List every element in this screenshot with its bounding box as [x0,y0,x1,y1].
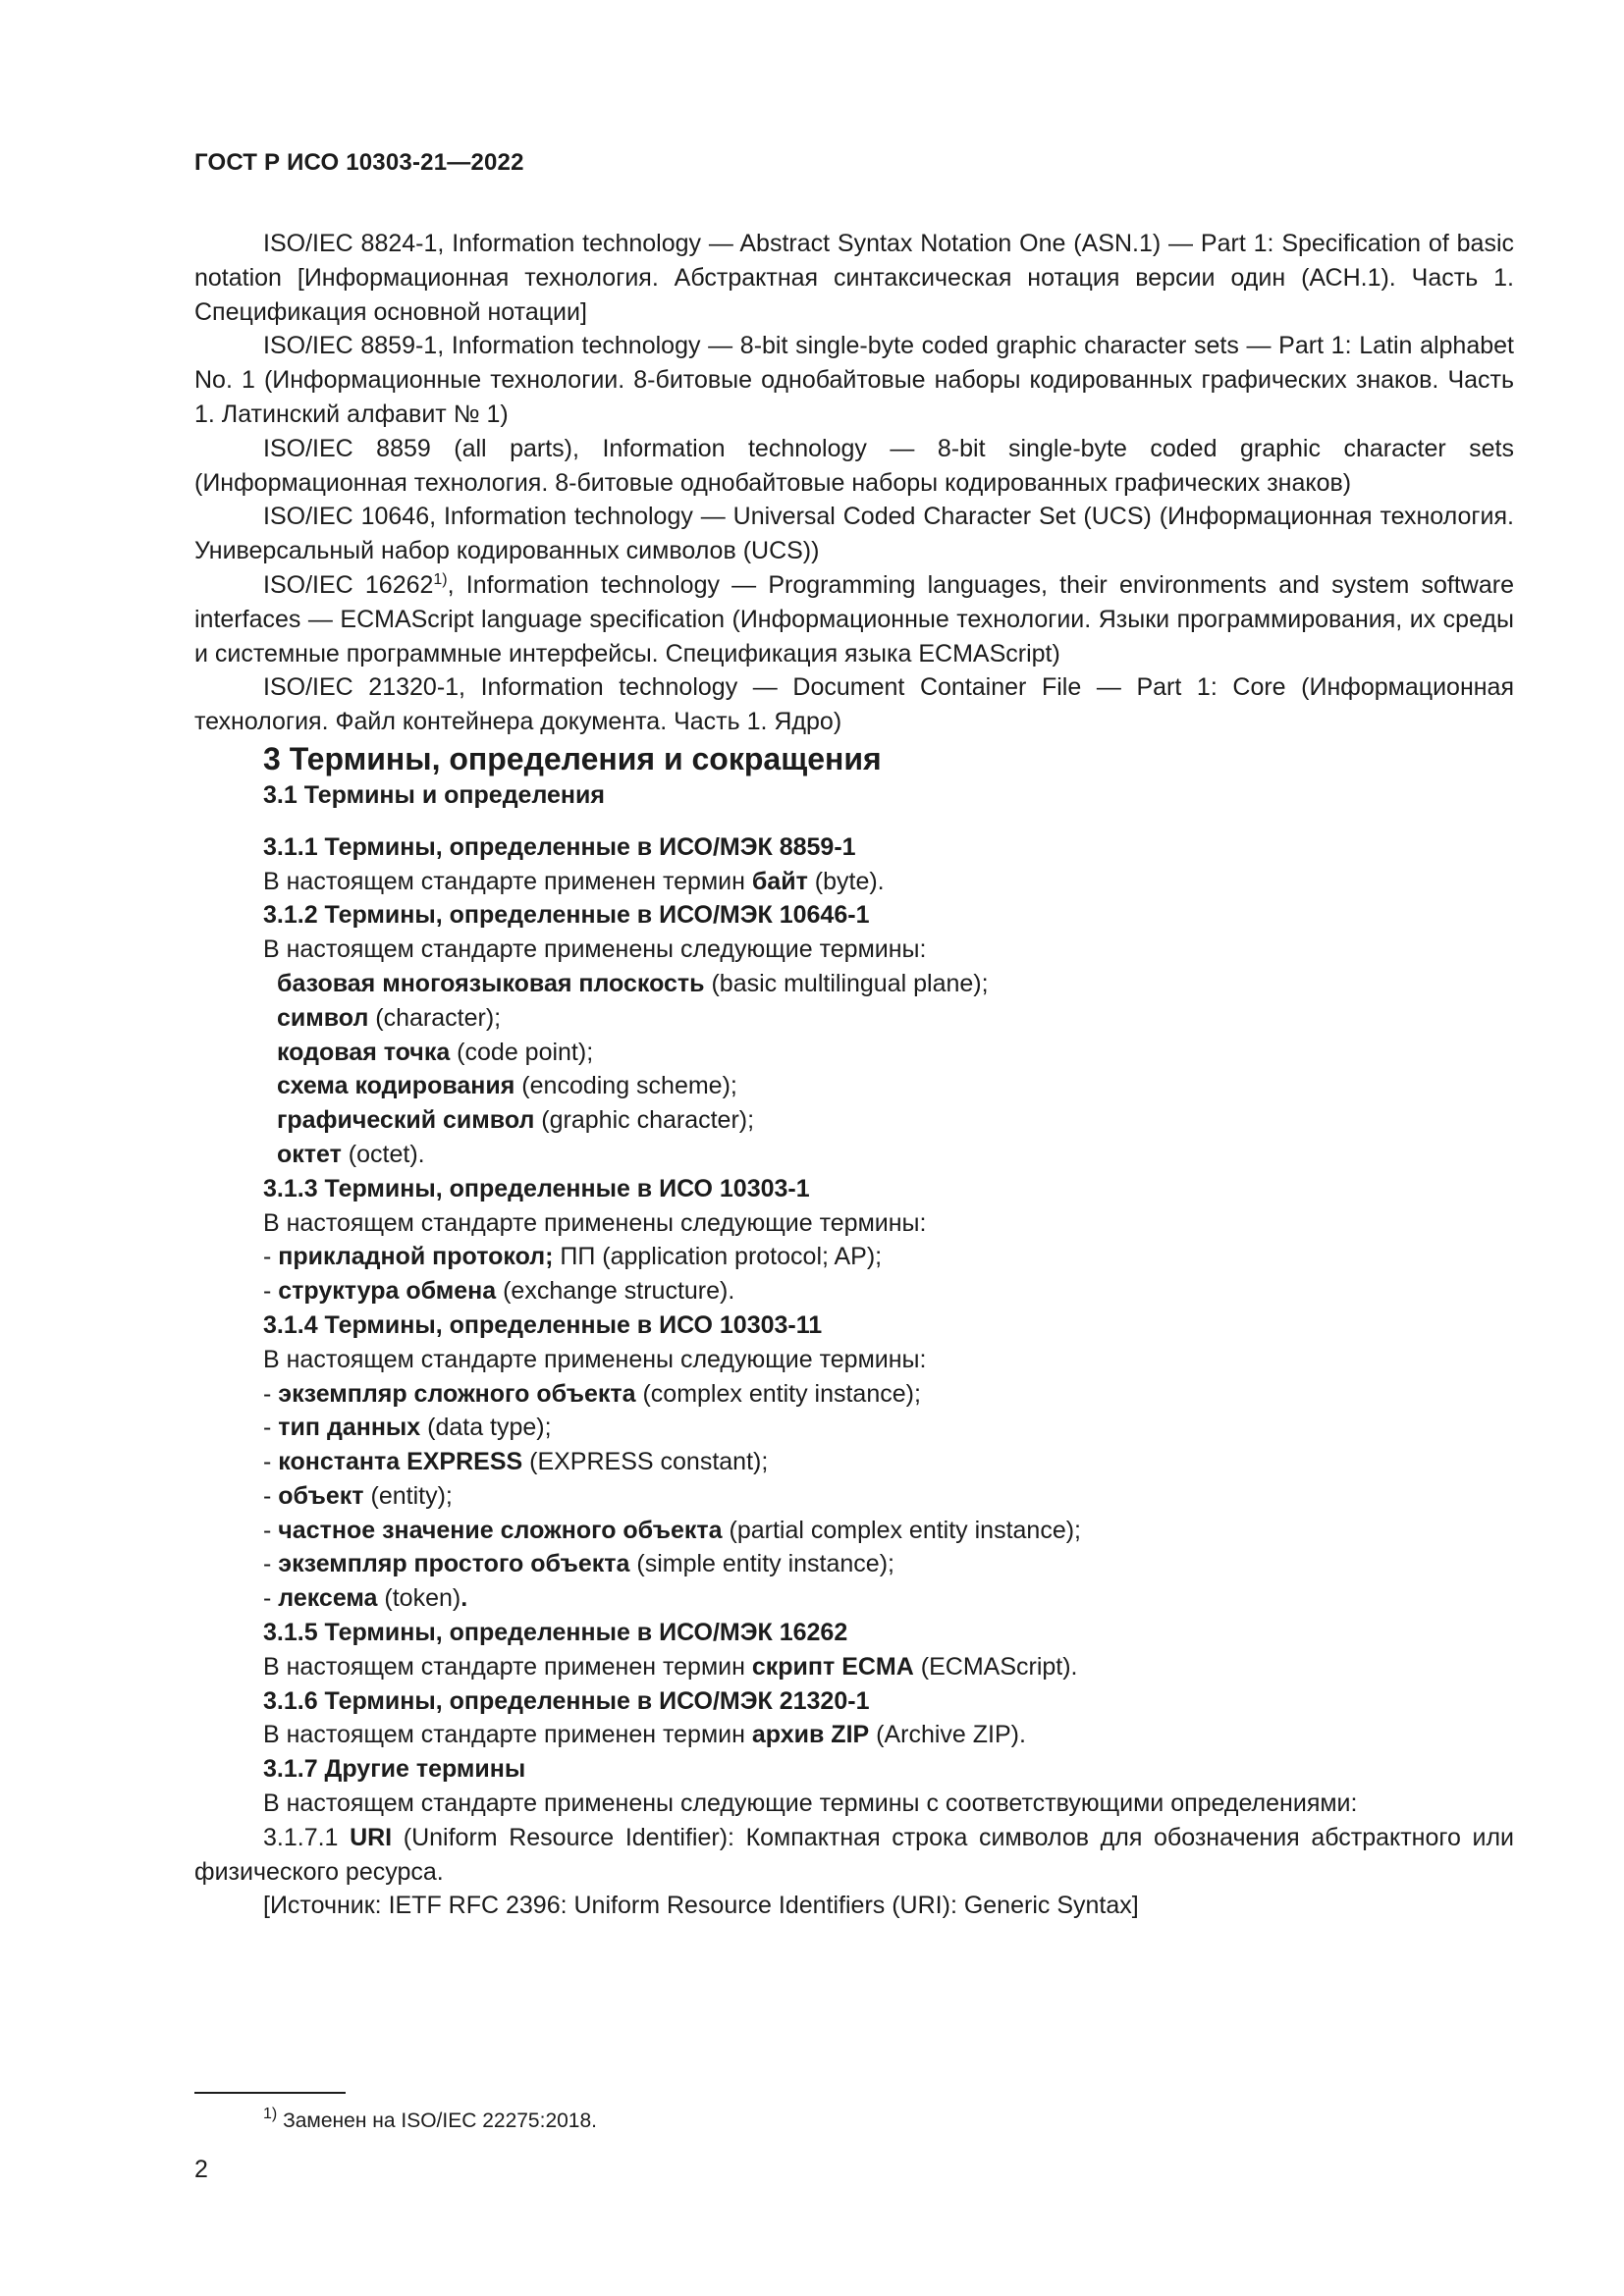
reference-code-tail: , [447,570,455,599]
term: частное значение сложного объекта [278,1516,723,1544]
term-item: - лексема (token). [263,1584,468,1613]
terms-intro: В настоящем стандарте применены следующие термины: [263,1208,927,1237]
term-end-period: . [460,1584,468,1613]
reference-code: ISO/IEC 21320-1, [263,673,465,702]
term: кодовая точка [277,1038,451,1066]
term-sentence [194,1650,1514,1684]
sentence-text: (byte). [807,867,885,895]
term-item: - частное значение сложного объекта (partial complex entity instance); [263,1516,1082,1544]
term-item: - экземпляр сложного объекта (complex entity instance); [263,1379,921,1408]
term-item: - тип данных (data type); [263,1414,552,1442]
reference-text: Information technology — Universal Coded Character Set (UCS) (Информационная технология. Универсальный набор кодированных символов (UCS)) [194,503,1514,565]
term: экземпляр сложного объекта [278,1379,636,1408]
reference-item [194,432,1514,501]
reference-code: ISO/IEC 8859 (all parts), [263,434,579,462]
reference-code: ISO/IEC 8824-1, [263,230,445,257]
reference-text: Information technology — 8-bit single-byte coded graphic character sets (Информационная технология. 8-битовые однобайтовые наборы кодированных графических знаков) [194,434,1515,497]
term-english: (partial complex entity instance); [722,1516,1082,1544]
reference-item [194,500,1514,568]
reference-code: ISO/IEC 10646, [263,503,437,531]
section-3-1-6-title: 3.1.6 Термины, определенные в ИСО/МЭК 21320-1 [263,1686,870,1715]
term-english: (simple entity instance); [629,1550,894,1578]
sentence-text: В настоящем стандарте применен термин [263,1652,752,1681]
footnote-reference: 1) [433,570,448,588]
term-english: (graphic character); [534,1106,755,1135]
term-english: (complex entity instance); [635,1379,921,1408]
term-item: - экземпляр простого объекта (simple entity instance); [263,1550,894,1578]
term-sentence [194,1718,1514,1752]
term-english: (exchange structure). [496,1277,735,1306]
section-3-1-title: 3.1 Термины и определения [263,780,605,809]
reference-item [194,670,1514,739]
reference-text: Information technology — Abstract Syntax Notation One (ASN.1) — Part 1: Specification of basic notation [Информационная технология. Абстрактная синтаксическая нотация версии один (АСН.1). Часть 1. Спецификация основной нотации] [194,230,1514,326]
section-3-1-2-title: 3.1.2 Термины, определенные в ИСО/МЭК 10646-1 [263,901,870,930]
definition-number: 3.1.7.1 [263,1823,351,1851]
section-3-1-1-title: 3.1.1 Термины, определенные в ИСО/МЭК 8859-1 [263,832,856,861]
reference-code: ISO/IEC 16262 [263,570,434,599]
footnote-divider [194,2092,346,2094]
term-item [194,1069,1514,1103]
term-sentence [194,865,1514,899]
reference-item [194,329,1514,431]
term: прикладной протокол; [278,1243,554,1271]
section-3-1-4-title: 3.1.4 Термины, определенные в ИСО 10303-11 [263,1310,823,1339]
term-item [194,1001,1514,1036]
term-english: (octet). [341,1140,425,1168]
term-item: - константа EXPRESS (EXPRESS constant); [263,1448,769,1476]
reference-text: Information technology — Programming languages, their environments and system software interfaces — ECMAScript language specification (Информационные технологии. Языки программирования, их среды и системные программные интерфейсы. Спецификация языка ECMAScript) [194,570,1514,667]
definition-source: [Источник: IETF RFC 2396: Uniform Resource Identifiers (URI): Generic Syntax] [263,1892,1139,1920]
definition-paragraph [194,1821,1514,1890]
term: символ [277,1003,369,1032]
term-english: (code point); [450,1038,594,1066]
term-item: - прикладной протокол; ПП (application protocol; AP); [263,1243,883,1271]
term: объект [278,1481,364,1510]
term: скрипт ECMA [751,1652,914,1681]
term: графический символ [277,1106,535,1135]
term: тип данных [278,1414,421,1442]
sentence-text: В настоящем стандарте применен термин [263,867,752,895]
section-3-1-7-title: 3.1.7 Другие термины [263,1755,526,1784]
term-english: (token) [377,1584,461,1613]
term-english: (data type); [420,1414,552,1442]
sentence-text: В настоящем стандарте применен термин [263,1721,752,1749]
term-item: - объект (entity); [263,1481,453,1510]
term-english: (basic multilingual plane); [704,969,989,997]
terms-intro: В настоящем стандарте применены следующие термины: [263,935,927,964]
reference-text: Information technology — 8-bit single-byte coded graphic character sets — Part 1: Latin alphabet No. 1 (Информационные технологии. 8-битовые однобайтовые наборы кодированных графических знаков. Часть 1. Латинский алфавит № 1) [194,332,1514,428]
footnote-mark: 1) [263,2106,278,2122]
section-3-title: 3 Термины, определения и сокращения [263,740,882,776]
reference-item [194,227,1514,329]
normative-references [194,227,1514,739]
term: константа EXPRESS [278,1448,523,1476]
term-item [194,1036,1514,1070]
term: URI [350,1823,393,1851]
reference-text: Information technology — Document Container File — Part 1: Core (Информационная технология. Файл контейнера документа. Часть 1. Ядро) [194,673,1514,736]
term: архив ZIP [751,1721,870,1749]
term-english: ПП (application protocol; AP); [553,1243,883,1271]
term: октет [277,1140,342,1168]
term-item [194,967,1514,1001]
term-english: (encoding scheme); [514,1072,737,1100]
term: схема кодирования [277,1072,515,1100]
page-number: 2 [194,2156,208,2183]
term: базовая многоязыковая плоскость [277,969,705,997]
sentence-text: (ECMAScript). [913,1652,1078,1681]
term-item [194,1103,1514,1138]
document-header: ГОСТ Р ИСО 10303-21—2022 [194,149,524,176]
section-3-1-5-title: 3.1.5 Термины, определенные в ИСО/МЭК 16262 [263,1619,848,1647]
footnote [263,2108,597,2135]
terms-intro: В настоящем стандарте применены следующие термины: [263,1345,927,1373]
sentence-text: (Archive ZIP). [869,1721,1026,1749]
term-item: - структура обмена (exchange structure). [263,1277,735,1306]
footnote-text: Заменен на ISO/IEC 22275:2018. [277,2109,598,2132]
term-item [194,1138,1514,1172]
term-english: (entity); [363,1481,453,1510]
section-3-1-3-title: 3.1.3 Термины, определенные в ИСО 10303-1 [263,1174,810,1202]
terms-intro: В настоящем стандарте применены следующие термины с соответствующими определениями: [263,1789,1358,1818]
term: лексема [278,1584,378,1613]
term: экземпляр простого объекта [278,1550,630,1578]
term-english: (EXPRESS constant); [522,1448,769,1476]
term: структура обмена [278,1277,497,1306]
page-body [194,227,1514,1923]
term: байт [751,867,808,895]
reference-item [194,568,1514,670]
term-english: (character); [368,1003,502,1032]
reference-code: ISO/IEC 8859-1, [263,332,445,360]
definition-text: (Uniform Resource Identifier): Компактная строка символов для обозначения абстрактного или физического ресурса. [194,1823,1514,1886]
